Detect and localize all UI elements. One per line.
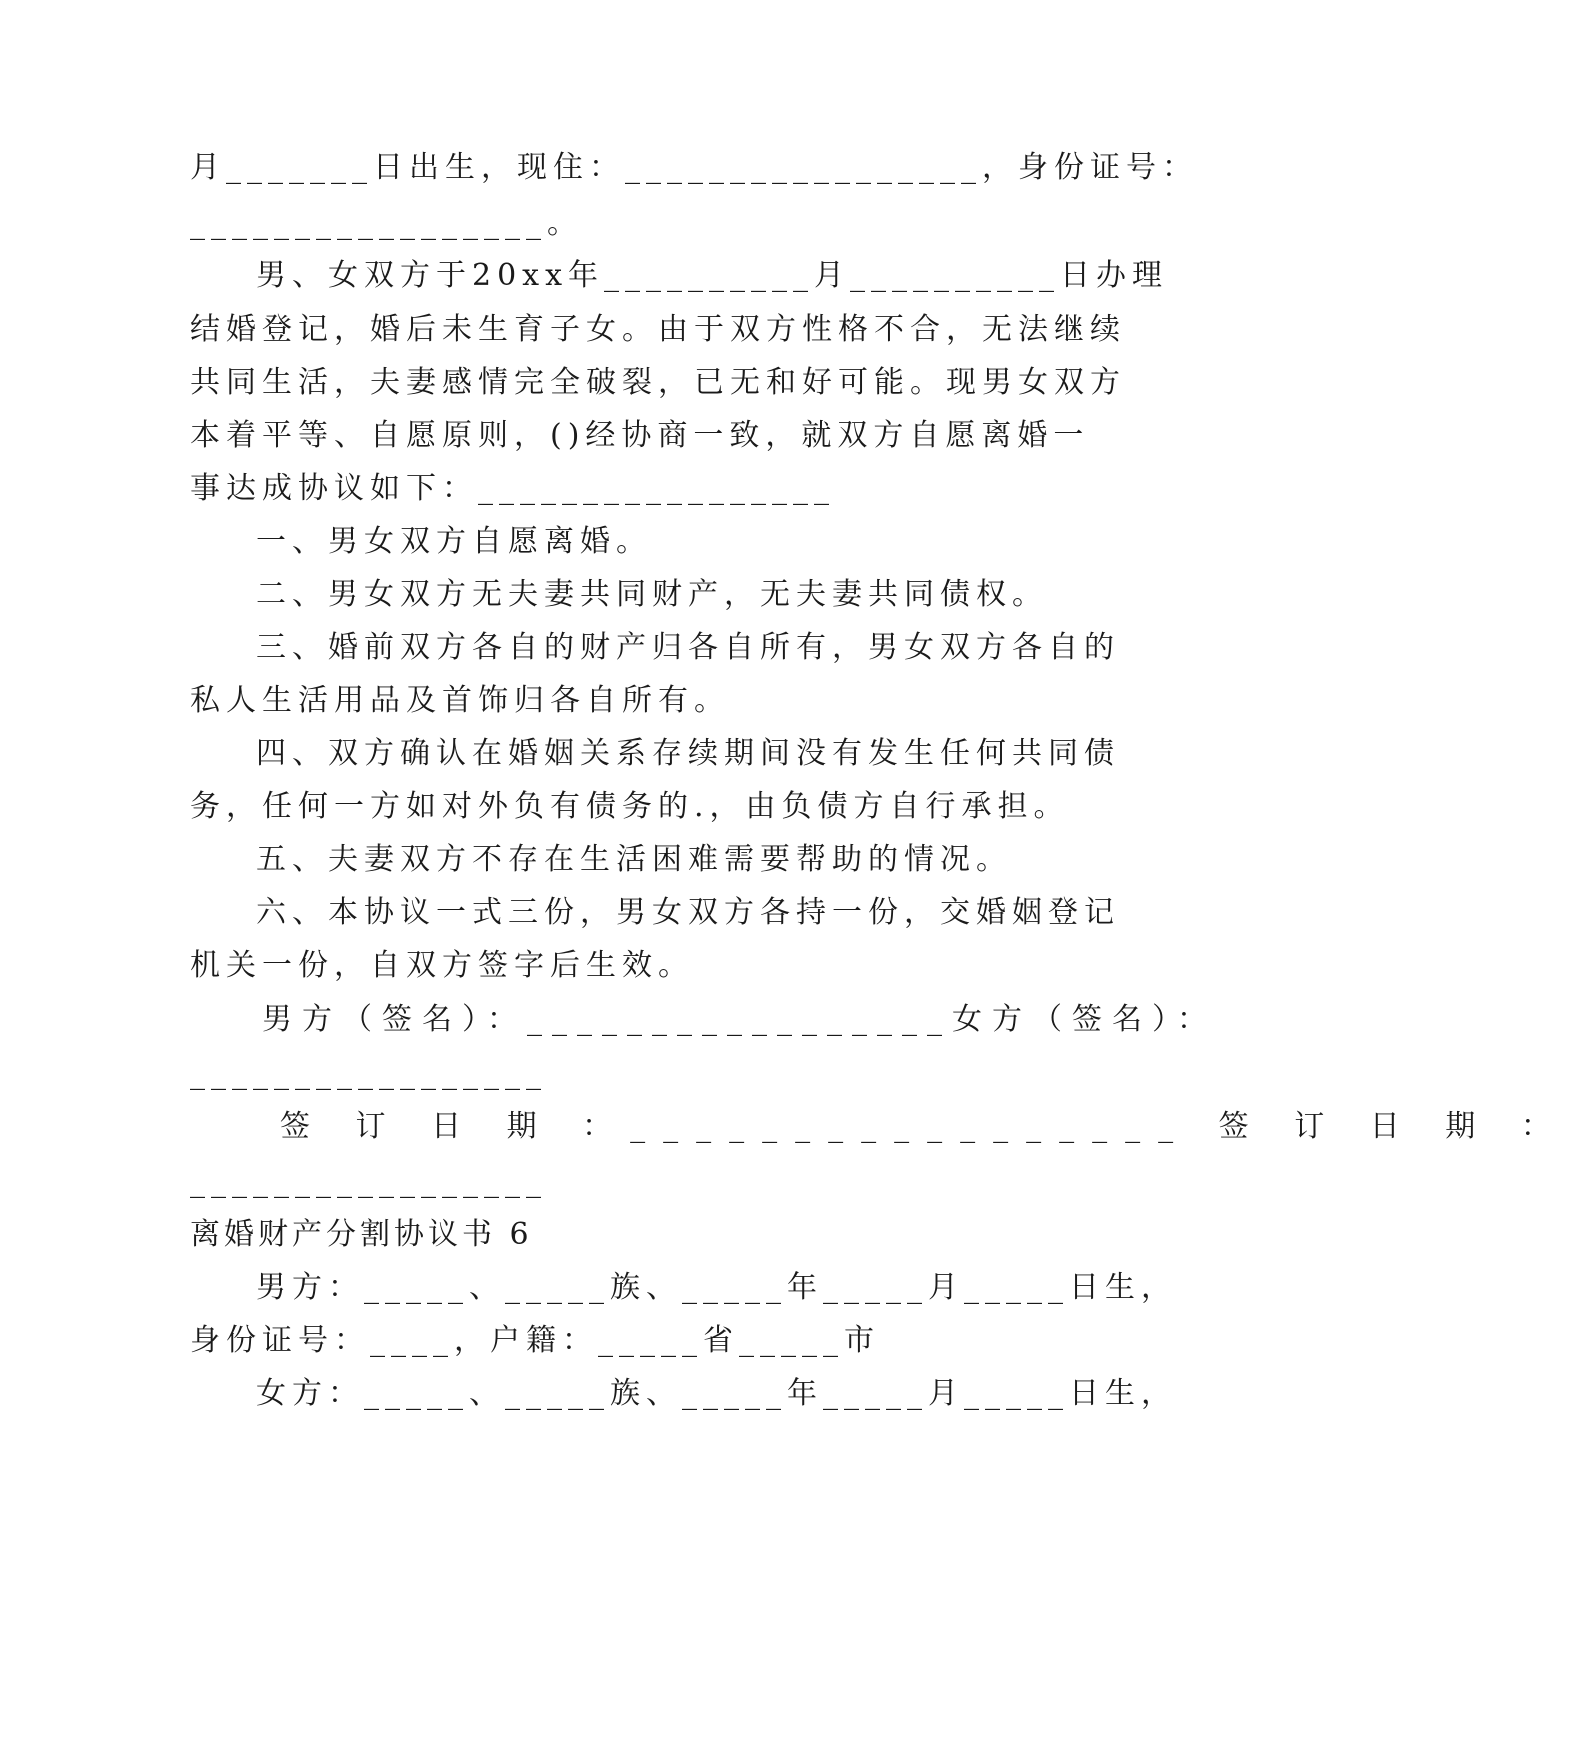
clause-5: 五、夫妻双方不存在生活困难需要帮助的情况。 [256, 842, 1012, 877]
text-line-birth-address: 月_______日出生，现住：_________________，身份证号： [190, 150, 1198, 185]
clause-4-line-2: 务，任何一方如对外负有债务的.，由负债方自行承担。 [190, 789, 1070, 824]
sign-date-blank: _________________ [190, 1164, 547, 1199]
text-line-id-number: _________________。 [190, 206, 583, 241]
text-line-marriage-registration: 结婚登记，婚后未生育子女。由于双方性格不合，无法继续 [190, 312, 1126, 347]
clause-4-line-1: 四、双方确认在婚姻关系存续期间没有发生任何共同债 [256, 736, 1120, 771]
section-title: 离婚财产分割协议书 6 [190, 1217, 533, 1252]
text-line-marriage-date: 男、女双方于20xx年__________月__________日办理 [256, 258, 1169, 293]
male-party-info: 男方：_____、_____族、_____年_____月_____日生， [256, 1270, 1177, 1305]
text-line-relationship-broken: 共同生活，夫妻感情完全破裂，已无和好可能。现男女双方 [190, 365, 1126, 400]
signature-line: 男方（签名）：_________________女方（签名）： [262, 1002, 1217, 1037]
clause-1: 一、男女双方自愿离婚。 [256, 524, 652, 559]
female-party-info: 女方：_____、_____族、_____年_____月_____日生， [256, 1376, 1177, 1411]
clause-3-line-2: 私人生活用品及首饰归各自所有。 [190, 683, 730, 718]
clause-3-line-1: 三、婚前双方各自的财产归各自所有，男女双方各自的 [256, 630, 1120, 665]
clause-6-line-1: 六、本协议一式三份，男女双方各持一份，交婚姻登记 [256, 895, 1120, 930]
male-id-hukou: 身份证号：____，户籍：_____省_____市 [190, 1323, 880, 1358]
sign-date-line: 签 订 日 期 ：_________________ 签 订 日 期 ： [280, 1109, 1569, 1144]
clause-6-line-2: 机关一份，自双方签字后生效。 [190, 948, 694, 983]
text-line-principle: 本着平等、自愿原则，()经协商一致，就双方自愿离婚一 [190, 418, 1090, 453]
clause-2: 二、男女双方无夫妻共同财产，无夫妻共同债权。 [256, 577, 1048, 612]
signature-blank: _________________ [190, 1056, 547, 1091]
text-line-agreement-intro: 事达成协议如下：_________________ [190, 471, 835, 506]
